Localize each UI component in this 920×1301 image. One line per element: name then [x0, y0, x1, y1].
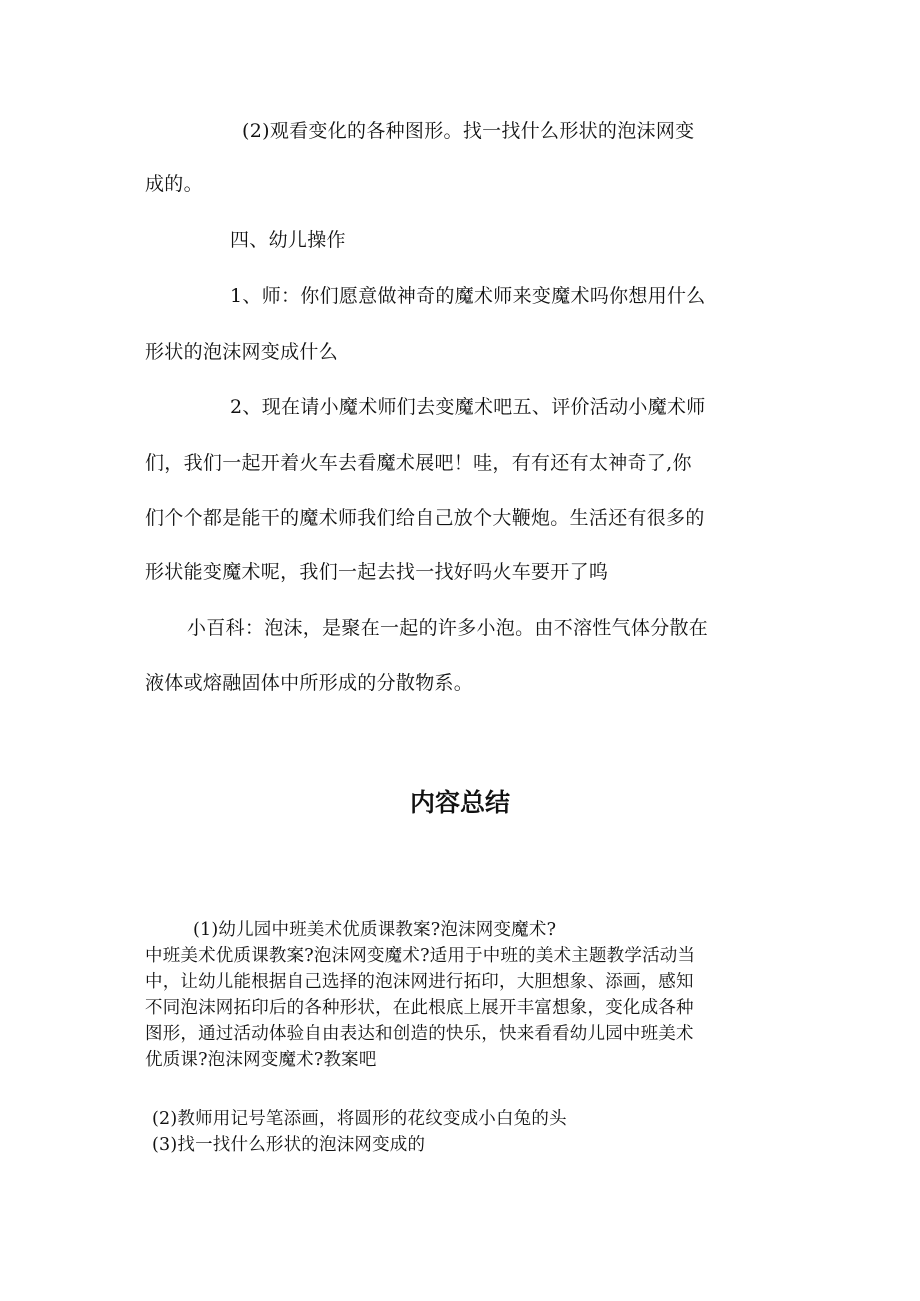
body-line-6: 2、现在请小魔术师们去变魔术吧五、评价活动小魔术师 [230, 396, 706, 418]
body-line-9: 形状能变魔术呢，我们一起去找一找好吗火车要开了呜 [145, 561, 609, 583]
summary-line-1: (1)幼儿园中班美术优质课教案?泡沫网变魔术? [193, 920, 557, 940]
summary-line-5: 图形，通过活动体验自由表达和创造的快乐，快来看看幼儿园中班美术 [145, 1024, 694, 1044]
summary-step-2: (2)教师用记号笔添画，将圆形的花纹变成小白兔的头 [152, 1109, 567, 1129]
body-line-4: 1、师：你们愿意做神奇的魔术师来变魔术吗你想用什么 [230, 285, 706, 307]
encyclopedia-line-2: 液体或熔融固体中所形成的分散物系。 [145, 672, 474, 694]
body-line-1: (2)观看变化的各种图形。找一找什么形状的泡沫网变 [242, 120, 695, 142]
summary-line-4: 不同泡沫网拓印后的各种形状，在此根底上展开丰富想象，变化成各种 [145, 998, 694, 1018]
body-line-7: 们，我们一起开着火车去看魔术展吧！哇，有有还有太神奇了,你 [145, 452, 692, 474]
body-line-2: 成的。 [145, 173, 203, 195]
summary-line-6: 优质课?泡沫网变魔术?教案吧 [145, 1050, 377, 1070]
body-line-5: 形状的泡沫网变成什么 [145, 341, 339, 363]
section-heading-4: 四、幼儿操作 [230, 229, 346, 251]
summary-line-3: 中，让幼儿能根据自己选择的泡沫网进行拓印，大胆想象、添画，感知 [145, 972, 694, 992]
summary-step-3: (3)找一找什么形状的泡沫网变成的 [152, 1135, 426, 1155]
summary-heading: 内容总结 [409, 788, 510, 817]
encyclopedia-line-1: 小百科：泡沫，是聚在一起的许多小泡。由不溶性气体分散在 [187, 617, 709, 639]
summary-line-2: 中班美术优质课教案?泡沫网变魔术?适用于中班的美术主题教学活动当 [145, 946, 696, 966]
body-line-8: 们个个都是能干的魔术师我们给自己放个大鞭炮。生活还有很多的 [145, 507, 705, 529]
